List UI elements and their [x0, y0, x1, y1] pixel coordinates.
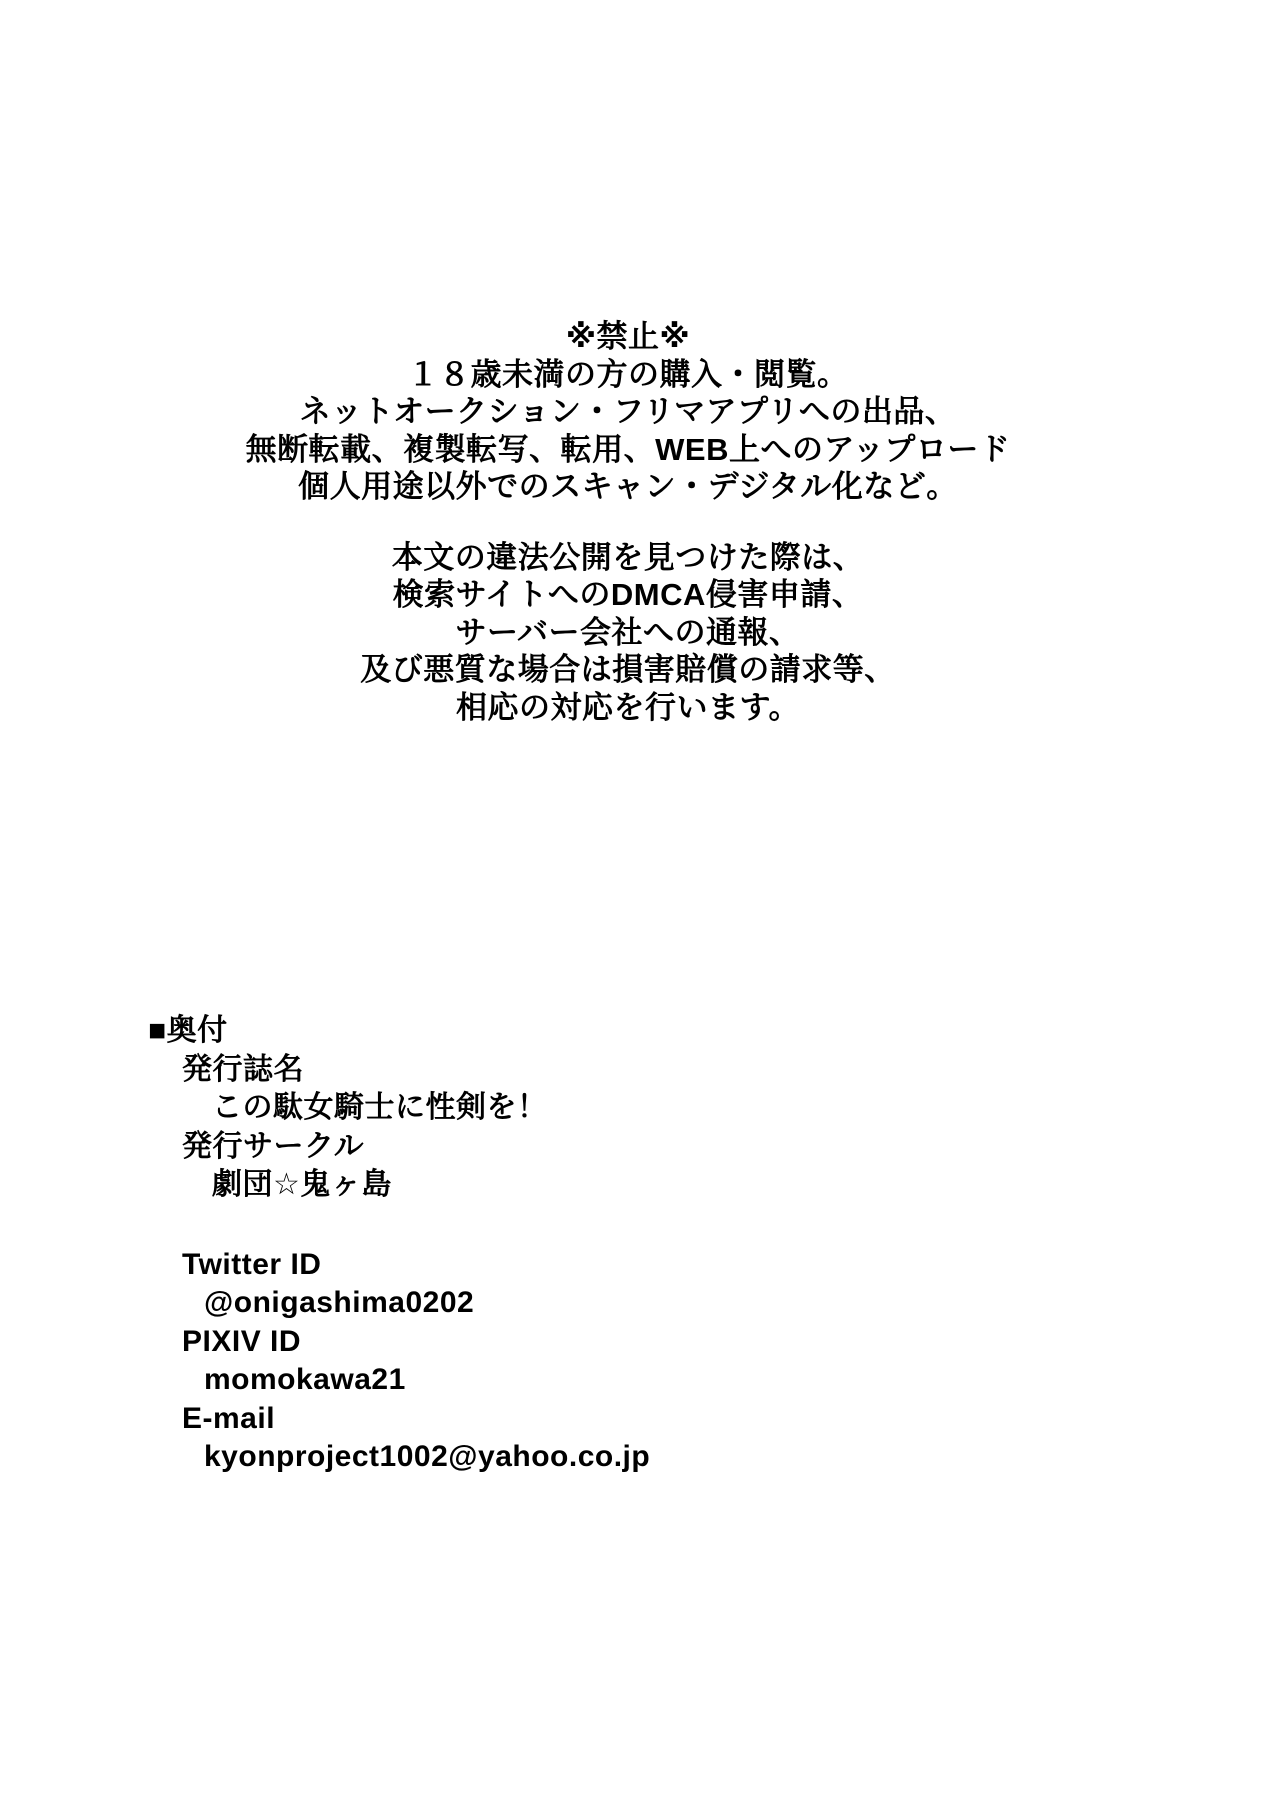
prohibition-line: 個人用途以外でのスキャン・デジタル化など。 [298, 469, 958, 504]
spacer [148, 1205, 650, 1246]
prohibition-line: ネットオークション・フリマアプリへの出品、 [299, 394, 957, 429]
black-square-icon: ■ [148, 1014, 167, 1047]
publication-name-value: この駄女騎士に性剣を！ [212, 1091, 548, 1124]
pixiv-id-label: PIXIV ID [182, 1324, 302, 1358]
enforcement-line: 検索サイトへのDMCA侵害申請、 [392, 577, 864, 612]
enforcement-line: 及び悪質な場合は損害賠償の請求等、 [360, 652, 896, 687]
prohibition-line: １８歳未満の方の購入・閲覧。 [407, 356, 849, 392]
circle-label: 発行サークル [182, 1129, 365, 1163]
prohibition-line: 無断転載、複製転写、転用、WEB上へのアップロード [245, 431, 1011, 467]
twitter-id-value: @onigashima0202 [204, 1286, 475, 1319]
enforcement-line: サーバー会社への通報、 [455, 614, 801, 650]
colophon-heading [148, 1012, 650, 1051]
enforcement-notice [0, 539, 1256, 727]
prohibition-notice [0, 318, 1256, 726]
twitter-id-label: Twitter ID [182, 1247, 322, 1281]
prohibition-title: ※禁止※ [565, 319, 691, 354]
colophon [148, 1012, 650, 1477]
email-label: E-mail [182, 1401, 276, 1435]
colophon-heading-label: 奥付 [166, 1014, 228, 1047]
publication-name-label: 発行誌名 [182, 1052, 304, 1086]
enforcement-line: 相応の対応を行います。 [455, 689, 801, 725]
enforcement-line: 本文の違法公開を見つけた際は、 [391, 539, 865, 575]
pixiv-id-value: momokawa21 [204, 1363, 406, 1396]
email-value: kyonproject1002@yahoo.co.jp [204, 1440, 651, 1473]
circle-value: 劇団☆鬼ヶ島 [212, 1168, 392, 1201]
